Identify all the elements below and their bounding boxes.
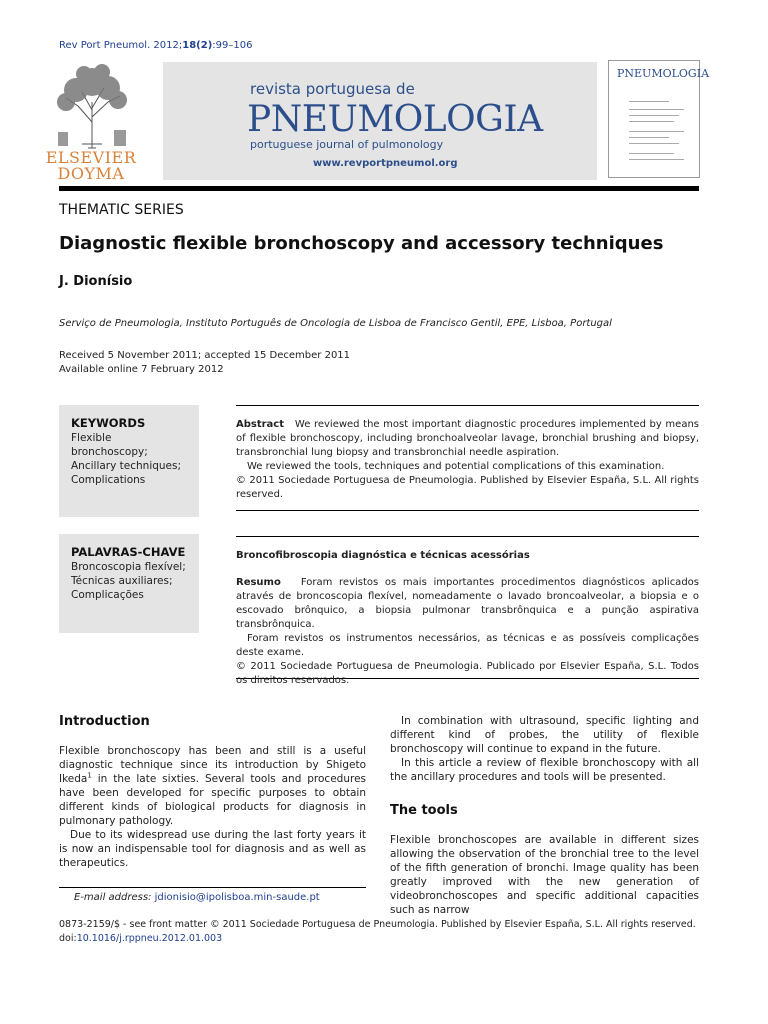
introduction-text xyxy=(59,744,366,870)
resumo-title: Broncofibroscopia diagnóstica e técnicas acessórias xyxy=(236,550,530,561)
keyword-item: Complications xyxy=(71,474,146,486)
journal-cover-thumbnail xyxy=(608,60,710,178)
body-paragraph: In combination with ultrasound, specific lighting and different kind of probes, the utility of flexible bronchoscopy will continue to expand in the future. xyxy=(390,715,699,755)
citation-pages: :99–106 xyxy=(212,40,253,51)
footnote-rule xyxy=(59,887,366,888)
keyword-item: bronchoscopy; xyxy=(71,446,148,458)
publisher-logo xyxy=(30,62,152,182)
citation-journal: Rev Port Pneumol. 2012; xyxy=(59,40,183,51)
citation-volume: 18(2) xyxy=(182,40,213,51)
body-paragraph: In this article a review of flexible bronchoscopy with all the ancillary procedures and tools will be presented. xyxy=(390,757,699,783)
publisher-name-line-1: ELSEVIER xyxy=(45,148,137,167)
cover-text-line xyxy=(629,131,684,132)
palavras-chave-box xyxy=(59,534,199,633)
palavras-chave-heading: PALAVRAS-CHAVE xyxy=(71,545,186,559)
resumo-section xyxy=(236,536,699,686)
palavra-chave-item: Técnicas auxiliares; xyxy=(71,575,173,587)
resumo-copyright: © 2011 Sociedade Portuguesa de Pneumologia. Publicado por Elsevier España, S.L. Todos os direitos reservados. xyxy=(236,661,699,686)
article-series: THEMATIC SERIES xyxy=(59,202,184,218)
available-date: Available online 7 February 2012 xyxy=(59,364,224,375)
received-date: Received 5 November 2011; accepted 15 December 2011 xyxy=(59,350,351,361)
email-label: E-mail address: xyxy=(74,892,152,903)
body-paragraph: Flexible bronchoscopes are available in different sizes allowing the observation of the bronchial tree to the level of the fifth generation of bronchi. Image quality has been greatly improved with the new generation of videobronchoscopes and specific additional capacities such as narrow xyxy=(390,834,699,916)
journal-subtitle: portuguese journal of pulmonology xyxy=(250,138,444,151)
reference-link[interactable]: 1 xyxy=(87,771,92,780)
cover-title: PNEUMOLOGIA xyxy=(617,67,710,80)
issn-line: 0873-2159/$ - see front matter © 2011 Sociedade Portuguesa de Pneumologia. Published by Elsevier España, S.L. All rights reserved. xyxy=(59,919,696,930)
author-affiliation: Serviço de Pneumologia, Instituto Português de Oncologia de Lisboa de Francisco Gentil, EPE, Lisboa, Portugal xyxy=(59,318,612,329)
journal-title: PNEUMOLOGIA xyxy=(247,99,543,140)
cover-text-line xyxy=(629,109,684,110)
email-link[interactable]: jdionisio@ipolisboa.min-saude.pt xyxy=(154,892,320,903)
abstract-section xyxy=(236,405,699,511)
abstract-copyright: © 2011 Sociedade Portuguesa de Pneumologia. Published by Elsevier España, S.L. All rights reserved. xyxy=(236,475,699,500)
article-dates xyxy=(59,349,350,377)
resumo-paragraph: Foram revistos os mais importantes procedimentos diagnósticos aplicados através de broncoscopia flexível, nomeadamente o lavado broncoalveolar, a biopsia e o escovado brônquico, a biopsia pulmonar transbrônquica e a punção aspirativa transbrônquica. xyxy=(236,577,699,630)
publisher-name-line-2: DOYMA xyxy=(57,164,125,183)
keywords-heading: KEYWORDS xyxy=(71,416,146,430)
cover-text-line xyxy=(629,143,679,144)
doi-label: doi: xyxy=(59,933,77,944)
publisher-name xyxy=(30,150,152,182)
cover-text-line xyxy=(629,153,674,154)
cover-text-line xyxy=(629,115,679,116)
cover-text-line xyxy=(629,101,669,102)
article-author: J. Dionísio xyxy=(59,274,133,289)
journal-pretitle: revista portuguesa de xyxy=(250,80,415,98)
right-column-intro xyxy=(390,714,699,784)
abstract-paragraph: We reviewed the tools, techniques and potential complications of this examination. xyxy=(247,461,665,472)
header-rule xyxy=(59,186,699,191)
tools-text xyxy=(390,833,699,916)
article-title: Diagnostic flexible bronchoscopy and accessory techniques xyxy=(59,233,664,254)
cover-text-line xyxy=(629,121,674,122)
body-text: in the late sixties. Several tools and procedures have been developed for specific purposes to obtain different kinds of biological products for diagnosis in pulmonary pathology. xyxy=(59,773,366,827)
journal-banner xyxy=(163,62,597,180)
footnote-email xyxy=(74,892,320,903)
resumo-paragraph: Foram revistos os instrumentos necessários, as técnicas e as possíveis complicações deste exame. xyxy=(236,633,699,658)
palavra-chave-item: Complicações xyxy=(71,589,144,601)
journal-url-link[interactable]: www.revportpneumol.org xyxy=(313,158,458,169)
palavra-chave-item: Broncoscopia flexível; xyxy=(71,561,186,573)
cover-text-line xyxy=(629,137,669,138)
journal-citation[interactable] xyxy=(59,40,252,51)
keywords-box xyxy=(59,405,199,517)
copyright-notice xyxy=(59,918,696,946)
tools-heading: The tools xyxy=(390,803,458,818)
resumo-label: Resumo xyxy=(236,577,281,588)
abstract-label: Abstract xyxy=(236,419,285,430)
body-paragraph xyxy=(59,744,366,828)
keyword-item: Flexible xyxy=(71,432,112,444)
abstract-paragraph: We reviewed the most important diagnostic procedures implemented by means of flexible bronchoscopy, including bronchoalveolar lavage, bronchial brushing and biopsy, transbronchial lung biopsy and transbronchial needle aspiration. xyxy=(236,419,699,458)
doi-line xyxy=(59,932,696,946)
body-text: Flexible bronchoscopy has been and still is a useful diagnostic technique since its introduction by Shigeto Ikeda xyxy=(59,745,366,785)
body-paragraph: Due to its widespread use during the last forty years it is now an indispensable tool for diagnosis and as well as therapeutics. xyxy=(59,829,366,869)
introduction-heading: Introduction xyxy=(59,714,150,729)
elsevier-tree-icon xyxy=(52,62,132,150)
cover-text-line xyxy=(629,159,684,160)
doi-link[interactable]: 10.1016/j.rppneu.2012.01.003 xyxy=(76,933,223,944)
keyword-item: Ancillary techniques; xyxy=(71,460,182,472)
